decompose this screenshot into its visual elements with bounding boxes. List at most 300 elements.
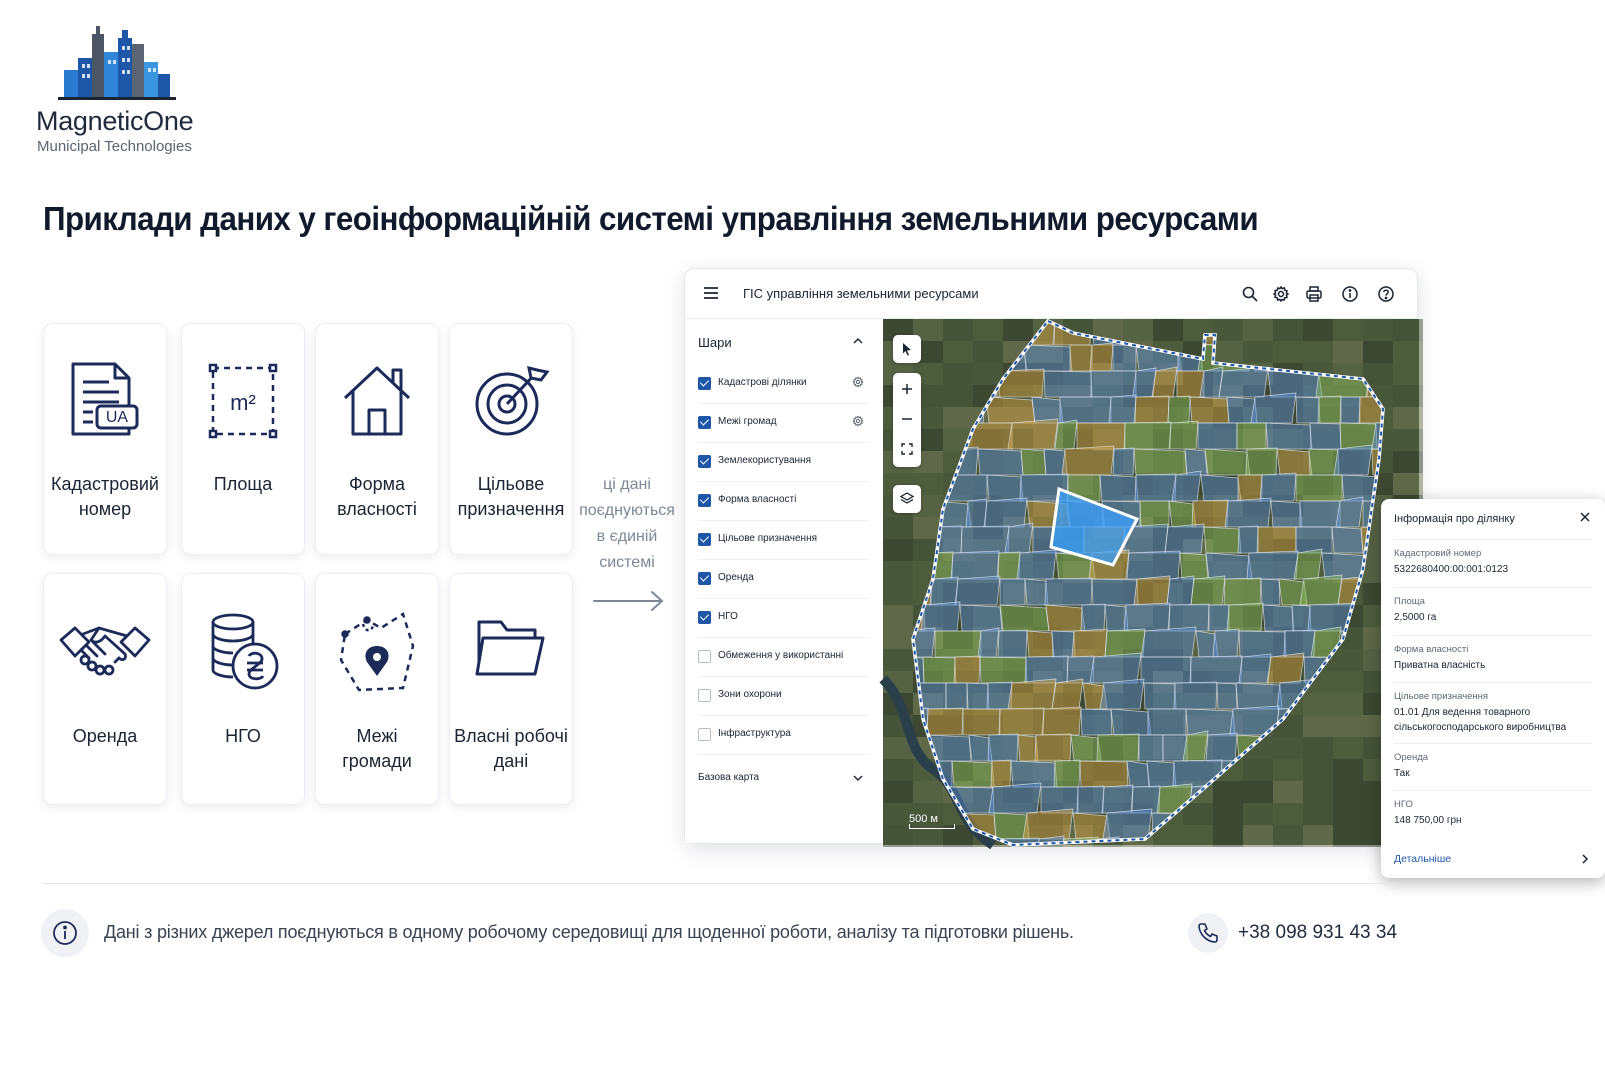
parcel[interactable] <box>988 734 1018 761</box>
gear-icon[interactable] <box>852 376 864 388</box>
parcel[interactable] <box>1103 809 1152 839</box>
parcel[interactable] <box>1008 679 1056 709</box>
boundary-pin-icon <box>337 610 417 694</box>
parcel[interactable] <box>1124 422 1171 449</box>
layer-checkbox[interactable] <box>698 494 711 507</box>
zoom-in-icon <box>901 383 913 395</box>
map-terrain-field <box>883 649 913 671</box>
map-terrain-field <box>1333 693 1363 715</box>
parcel[interactable] <box>1238 526 1258 553</box>
layer-checkbox[interactable] <box>698 611 711 624</box>
map-terrain-field <box>1363 341 1393 363</box>
parcel[interactable] <box>1183 731 1208 761</box>
parcel[interactable] <box>966 499 987 527</box>
layer-row[interactable] <box>698 443 869 482</box>
parcel[interactable] <box>1021 449 1046 475</box>
satellite-map[interactable] <box>883 319 1419 845</box>
parcel[interactable] <box>930 577 958 605</box>
parcel[interactable] <box>1217 683 1237 709</box>
gis-window <box>684 268 1567 865</box>
layer-row[interactable] <box>698 599 869 638</box>
parcel[interactable] <box>1097 734 1139 761</box>
parcel[interactable] <box>1134 576 1170 605</box>
map-terrain-field <box>883 517 913 539</box>
parcel[interactable] <box>1141 627 1196 657</box>
parcel-field-key: Цільове призначення <box>1394 691 1489 702</box>
parcel[interactable] <box>1318 396 1341 423</box>
parcel-field-value: 148 750,00 грн <box>1394 815 1462 826</box>
basemap-toggle[interactable]: Базова карта <box>698 772 760 783</box>
parcel[interactable] <box>1081 604 1105 631</box>
layer-checkbox[interactable] <box>698 728 711 741</box>
parcel[interactable] <box>1091 371 1136 397</box>
parcel[interactable] <box>1263 605 1294 631</box>
parcel[interactable] <box>1135 396 1169 423</box>
layer-checkbox[interactable] <box>698 689 711 702</box>
close-icon[interactable] <box>1579 511 1591 523</box>
layer-row[interactable] <box>698 677 869 716</box>
parcel[interactable] <box>1224 578 1261 605</box>
parcel[interactable] <box>946 683 967 709</box>
parcel[interactable] <box>1072 629 1107 657</box>
layer-label: Землекористування <box>718 455 811 466</box>
city-buildings-icon <box>58 24 178 102</box>
zoom-in-button[interactable] <box>893 375 921 403</box>
parcel-info-panel <box>1381 499 1605 878</box>
parcel[interactable] <box>1261 579 1280 605</box>
parcel[interactable] <box>1052 679 1083 709</box>
parcel[interactable] <box>1267 653 1304 683</box>
map-terrain-field <box>943 385 973 407</box>
parcel[interactable] <box>1036 836 1064 865</box>
parcel[interactable] <box>1174 682 1217 709</box>
parcel[interactable] <box>1192 500 1228 527</box>
map-terrain-field <box>1333 737 1363 759</box>
coins-hryvnia-icon <box>205 610 281 692</box>
parcel[interactable] <box>1247 551 1298 579</box>
parcel[interactable] <box>1025 579 1048 605</box>
map-terrain-field <box>1333 319 1363 341</box>
parcel[interactable] <box>1148 709 1186 735</box>
card-label: Оренда <box>72 726 138 746</box>
map-terrain-field <box>1183 825 1213 847</box>
map-scale-label: 500 м <box>909 813 938 825</box>
layer-label: Інфраструктура <box>718 728 791 739</box>
gear-icon[interactable] <box>1272 285 1290 303</box>
parcel[interactable] <box>1296 397 1320 423</box>
gear-icon[interactable] <box>852 415 864 427</box>
parcel[interactable] <box>1134 449 1187 475</box>
map-terrain-field <box>1273 781 1303 803</box>
parcel[interactable] <box>1132 786 1160 813</box>
parcel[interactable] <box>1109 395 1136 423</box>
parcel[interactable] <box>1113 345 1136 371</box>
layer-label: Оренда <box>718 572 754 583</box>
card-label: Власні робочі дані <box>454 726 568 771</box>
parcel[interactable] <box>999 708 1044 735</box>
footer-note: Дані з різних джерел поєднуються в одному робочому середовищі для щоденної роботи, аналізу та підготовки рішень. <box>104 922 1074 942</box>
parcel[interactable] <box>1204 527 1241 553</box>
map-terrain-field <box>1333 825 1363 847</box>
card-area <box>181 323 305 555</box>
parcel[interactable] <box>1294 549 1322 579</box>
map-terrain-field <box>1213 825 1243 847</box>
parcel[interactable] <box>1239 654 1271 683</box>
parcel[interactable] <box>1172 471 1201 501</box>
map-terrain-field <box>1243 825 1273 847</box>
parcel[interactable] <box>927 708 963 735</box>
parcel[interactable] <box>921 602 960 631</box>
parcel-field-value: 01.01 Для ведення товарного сільськогосподарського виробництва <box>1394 707 1567 733</box>
parcel-field <box>1394 790 1592 837</box>
parcel[interactable] <box>1238 475 1262 501</box>
map-terrain-field <box>1333 803 1363 825</box>
svg-text:UA: UA <box>105 409 129 426</box>
map-terrain-field <box>1333 715 1363 737</box>
parcel[interactable] <box>1284 630 1315 657</box>
brand-tagline: Municipal Technologies <box>37 138 192 155</box>
parcel[interactable] <box>978 449 1023 475</box>
parcel[interactable] <box>1035 734 1071 761</box>
parcel[interactable] <box>1127 761 1150 787</box>
map-terrain-field <box>1273 341 1303 363</box>
search-icon[interactable] <box>1241 285 1259 303</box>
brand-logo <box>36 24 216 164</box>
parcel[interactable] <box>989 783 1041 813</box>
parcel[interactable] <box>1111 709 1151 735</box>
map-terrain-field <box>1333 341 1363 363</box>
map-terrain-field <box>1273 759 1303 781</box>
parcel[interactable] <box>1206 733 1237 761</box>
parcel[interactable] <box>1100 475 1138 501</box>
parcel[interactable] <box>1062 446 1114 475</box>
parcel[interactable] <box>1011 761 1057 787</box>
parcel[interactable] <box>1090 653 1141 683</box>
parcel[interactable] <box>984 498 1027 527</box>
layer-row[interactable] <box>698 404 869 443</box>
parcel[interactable] <box>1081 709 1112 735</box>
parcel[interactable] <box>998 552 1020 579</box>
layer-row[interactable] <box>698 560 869 599</box>
parcel[interactable] <box>1180 553 1208 579</box>
map-scale-bar <box>909 824 955 829</box>
phone-icon <box>1197 922 1219 944</box>
parcel[interactable] <box>1213 629 1239 657</box>
map-terrain-field <box>1303 319 1333 341</box>
map-terrain-field <box>1303 715 1333 737</box>
parcel[interactable] <box>1044 371 1092 397</box>
parcel-field-value: 5322680400:00:001:0123 <box>1394 564 1509 575</box>
parcel[interactable] <box>960 605 1002 631</box>
parcel[interactable] <box>963 709 1000 735</box>
parcel[interactable] <box>1277 449 1312 475</box>
cadastral-document-icon <box>67 360 143 442</box>
layers-panel <box>685 319 883 843</box>
map-terrain-field <box>883 781 913 803</box>
layer-row[interactable] <box>698 716 869 755</box>
parcel[interactable] <box>1239 631 1286 657</box>
parcel[interactable] <box>1169 604 1209 631</box>
map-terrain-field <box>1393 363 1423 385</box>
parcel[interactable] <box>1219 367 1268 397</box>
layer-row[interactable] <box>698 365 869 404</box>
map-terrain-field <box>1303 341 1333 363</box>
parcel[interactable] <box>1167 576 1194 605</box>
map-terrain-field <box>1333 649 1363 671</box>
parcel[interactable] <box>935 631 981 657</box>
layer-checkbox[interactable] <box>698 533 711 546</box>
parcel[interactable] <box>1027 631 1054 657</box>
map-terrain-field <box>1393 451 1423 473</box>
map-terrain-field <box>883 583 913 605</box>
gis-header <box>685 269 1417 319</box>
layer-label: Межі громад <box>718 416 777 427</box>
map-terrain-field <box>1273 803 1303 825</box>
parcel[interactable] <box>1144 683 1176 709</box>
chevron-right-icon[interactable] <box>1581 853 1589 865</box>
parcel[interactable] <box>1113 448 1134 475</box>
parcel[interactable] <box>1236 683 1282 709</box>
card-own-work-data <box>449 573 573 805</box>
help-icon[interactable] <box>1377 285 1395 303</box>
parcel[interactable] <box>1071 735 1101 761</box>
details-link[interactable]: Детальніше <box>1394 853 1452 865</box>
zoom-out-icon <box>901 413 913 425</box>
map-terrain-field <box>1303 803 1333 825</box>
parcel[interactable] <box>1246 448 1277 475</box>
parcel[interactable] <box>1310 423 1341 449</box>
map-terrain-field <box>883 539 913 561</box>
parcel[interactable] <box>1336 497 1363 527</box>
parcel[interactable] <box>978 628 999 657</box>
parcel[interactable] <box>1258 527 1296 553</box>
map-terrain-field <box>883 605 913 627</box>
map-terrain-field <box>1303 759 1333 781</box>
map-terrain-field <box>1243 803 1273 825</box>
chevron-up-icon[interactable] <box>853 337 863 345</box>
handshake-icon <box>59 610 151 690</box>
menu-icon[interactable] <box>703 285 719 301</box>
parcel[interactable] <box>1008 419 1058 449</box>
parcel[interactable] <box>1017 550 1056 579</box>
parcel[interactable] <box>1209 605 1229 631</box>
parcel[interactable] <box>952 761 994 787</box>
parcel[interactable] <box>1332 527 1363 553</box>
parcel[interactable] <box>1147 761 1176 787</box>
card-lease <box>43 573 167 805</box>
parcel[interactable] <box>954 656 980 683</box>
parcel[interactable] <box>955 576 1000 605</box>
parcel[interactable] <box>1341 397 1360 423</box>
parcel-field-value: Так <box>1394 768 1410 779</box>
parcel[interactable] <box>1227 603 1263 631</box>
chevron-down-icon[interactable] <box>853 774 863 782</box>
parcel[interactable] <box>923 657 956 683</box>
parcel[interactable] <box>1169 421 1198 449</box>
map-terrain-field <box>1303 781 1333 803</box>
layer-checkbox[interactable] <box>698 416 711 429</box>
parcel[interactable] <box>1005 523 1033 553</box>
info-icon <box>52 920 78 946</box>
map-terrain-field <box>1153 319 1183 341</box>
print-icon[interactable] <box>1305 285 1323 303</box>
parcel[interactable] <box>1300 501 1340 527</box>
target-icon <box>473 360 549 440</box>
layer-checkbox[interactable] <box>698 572 711 585</box>
parcel[interactable] <box>1251 393 1296 423</box>
map-terrain-field <box>1243 341 1273 363</box>
parcel[interactable] <box>1185 449 1207 475</box>
parcel-field <box>1394 587 1592 635</box>
card-ngo <box>181 573 305 805</box>
parcel[interactable] <box>951 551 999 579</box>
parcel-field-key: Площа <box>1394 596 1425 607</box>
parcel[interactable] <box>1201 475 1241 501</box>
layers-button[interactable] <box>893 485 921 513</box>
parcel[interactable] <box>1046 605 1085 631</box>
parcel[interactable] <box>1070 345 1092 371</box>
parcel[interactable] <box>1023 809 1073 839</box>
layer-checkbox[interactable] <box>698 455 711 468</box>
map-terrain-field <box>1393 319 1423 341</box>
parcel[interactable] <box>1296 475 1342 501</box>
map-terrain-field <box>943 363 973 385</box>
parcel-field-key: Кадастровий номер <box>1394 548 1482 559</box>
parcel[interactable] <box>1060 397 1111 423</box>
parcel[interactable] <box>991 760 1011 787</box>
parcel[interactable] <box>1225 498 1271 527</box>
parcel[interactable] <box>1296 527 1332 553</box>
parcel[interactable] <box>1206 553 1252 579</box>
parcel[interactable] <box>1045 578 1092 605</box>
parcel[interactable] <box>1067 656 1094 683</box>
parcel[interactable] <box>1090 343 1113 371</box>
parcel[interactable] <box>1177 371 1204 397</box>
arrow-right-icon <box>592 590 666 612</box>
page-title: Приклади даних у геоінформаційній системі управління земельними ресурсами <box>43 200 1259 237</box>
map-canvas[interactable] <box>883 319 1567 865</box>
parcel[interactable] <box>1140 501 1169 527</box>
parcel[interactable] <box>1102 785 1133 813</box>
parcel[interactable] <box>1152 367 1177 397</box>
parcel[interactable] <box>1000 579 1025 605</box>
parcel[interactable] <box>961 526 1009 553</box>
parcel[interactable] <box>1054 760 1080 787</box>
parcel[interactable] <box>1000 605 1049 631</box>
parcel-field-key: Форма власності <box>1394 644 1469 655</box>
zoom-out-button[interactable] <box>893 405 921 433</box>
parcel[interactable] <box>1271 501 1302 527</box>
parcel-field-key: Оренда <box>1394 752 1429 763</box>
parcel[interactable] <box>1334 445 1372 475</box>
select-tool-button[interactable] <box>893 335 921 363</box>
phone-number[interactable]: +38 098 931 43 34 <box>1238 922 1398 943</box>
footer-divider <box>43 883 1398 884</box>
parcel-field-value: 2,5000 га <box>1394 612 1437 623</box>
parcel[interactable] <box>1260 473 1296 501</box>
house-icon <box>341 360 413 440</box>
parcel[interactable] <box>1165 524 1204 553</box>
card-community-bounds <box>315 573 439 805</box>
map-terrain-field <box>1303 737 1333 759</box>
layer-checkbox[interactable] <box>698 377 711 390</box>
parcel[interactable] <box>1168 396 1190 423</box>
layer-row[interactable] <box>698 482 869 521</box>
parcel[interactable] <box>1077 423 1125 449</box>
parcel[interactable] <box>1080 761 1128 787</box>
map-terrain-field <box>1333 671 1363 693</box>
parcel[interactable] <box>1141 657 1191 683</box>
parcel-field <box>1394 539 1592 587</box>
map-terrain-field <box>1243 759 1273 781</box>
card-label: Кадастровий номер <box>51 474 159 519</box>
parcel[interactable] <box>1266 423 1312 449</box>
layer-label: Кадастрові ділянки <box>718 377 807 388</box>
map-terrain-field <box>913 781 943 803</box>
layer-label: Зони охорони <box>718 689 782 700</box>
map-terrain-field <box>1333 759 1363 781</box>
zoom-controls <box>893 373 921 467</box>
map-terrain-field <box>1393 429 1423 451</box>
parcel[interactable] <box>1024 345 1072 371</box>
parcel[interactable] <box>1124 603 1170 631</box>
parcel[interactable] <box>1042 707 1081 735</box>
map-terrain-field <box>973 363 1003 385</box>
phone-badge <box>1188 913 1228 953</box>
card-label: Форма власності <box>337 474 417 519</box>
parcel[interactable] <box>1135 474 1176 501</box>
parcel[interactable] <box>1186 709 1235 735</box>
parcel[interactable] <box>1055 420 1077 449</box>
parcel[interactable] <box>1092 579 1138 605</box>
parcel[interactable] <box>1190 397 1229 423</box>
parcel[interactable] <box>987 475 1023 501</box>
parcel[interactable] <box>1190 656 1242 683</box>
parcel-field <box>1394 635 1592 682</box>
parcel[interactable] <box>967 683 989 709</box>
parcel[interactable] <box>1198 423 1237 449</box>
map-terrain-field <box>1393 341 1423 363</box>
parcel[interactable] <box>1052 631 1075 657</box>
fullscreen-button[interactable] <box>893 435 921 463</box>
parcel[interactable] <box>1127 551 1180 579</box>
parcel[interactable] <box>1237 423 1266 449</box>
parcel[interactable] <box>1100 679 1144 709</box>
parcel[interactable] <box>1205 449 1250 475</box>
parcel[interactable] <box>998 630 1027 657</box>
parcel[interactable] <box>1025 656 1068 683</box>
layer-row[interactable] <box>698 638 869 677</box>
map-terrain-field <box>1213 803 1243 825</box>
parcel[interactable] <box>1139 735 1163 761</box>
parcel[interactable] <box>1191 576 1225 605</box>
map-terrain-field <box>973 319 1003 341</box>
info-icon[interactable] <box>1341 285 1359 303</box>
map-terrain-field <box>1363 363 1393 385</box>
card-label: Площа <box>213 474 273 494</box>
parcel[interactable] <box>1300 575 1342 605</box>
parcel-field <box>1394 743 1592 790</box>
parcel[interactable] <box>980 657 1027 683</box>
layer-row[interactable] <box>698 521 869 560</box>
parcel[interactable] <box>1077 786 1104 813</box>
map-terrain-field <box>1363 319 1393 341</box>
map-terrain-field <box>1123 319 1153 341</box>
map-terrain-field <box>1393 473 1423 495</box>
parcel[interactable] <box>986 397 1035 423</box>
map-terrain-field <box>973 341 1003 363</box>
layer-checkbox[interactable] <box>698 650 711 663</box>
